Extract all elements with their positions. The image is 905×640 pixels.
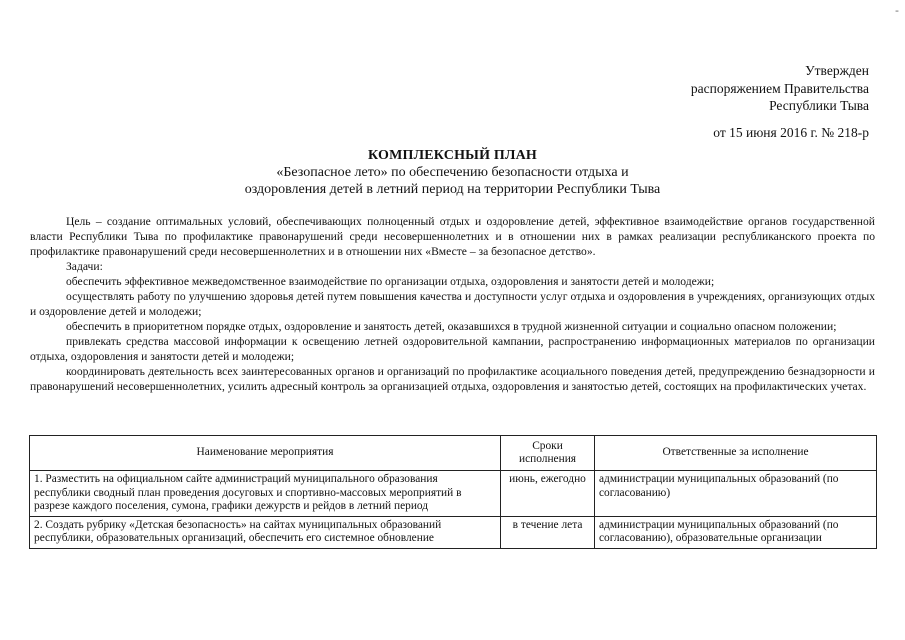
responsible-cell: администрации муниципальных образований (по согласованию) <box>595 471 877 517</box>
approval-line-2: распоряжением Правительства <box>690 80 869 96</box>
measure-name-cell: 2. Создать рубрику «Детская безопасность» на сайтах муниципальных образований республики, образовательных организаций, обеспечить его системное обновление <box>30 516 501 548</box>
corner-mark: - <box>895 4 899 17</box>
deadline-cell: июнь, ежегодно <box>501 471 595 517</box>
header-deadline: Сроки исполнения <box>501 436 595 471</box>
header-responsible: Ответственные за исполнение <box>595 436 877 471</box>
approval-line-3: Республики Тыва <box>769 98 869 113</box>
approval-block <box>691 62 869 141</box>
table-row <box>30 471 877 517</box>
approval-line-1: Утвержден <box>805 63 869 78</box>
tasks-heading: Задачи: <box>66 260 103 273</box>
task-item: привлекать средства массовой информации к освещению летней оздоровительной кампании, распространению информационных материалов по организации отдыха, оздоровления и занятости детей и молодежи; <box>30 335 875 363</box>
measures-table <box>29 435 877 549</box>
document-title-block <box>0 147 905 198</box>
task-item: обеспечить в приоритетном порядке отдых, оздоровление и занятость детей, оказавшихся в трудной жизненной ситуации и социально опасном положении; <box>66 320 837 333</box>
table-row <box>30 516 877 548</box>
task-item: координировать деятельность всех заинтересованных органов и организаций по профилактике асоциального поведения детей, предупреждению безнадзорности и правонарушений несовершеннолетних, усилить адресный контроль за организацией отдыха, оздоровления и занятостью детей, состоящих на профилактических учетах. <box>30 365 875 393</box>
deadline-cell: в течение лета <box>501 516 595 548</box>
approval-date: от 15 июня 2016 г. № 218-р <box>713 124 869 140</box>
document-subtitle-2: оздоровления детей в летний период на территории Республики Тыва <box>244 182 661 197</box>
document-title: КОМПЛЕКСНЫЙ ПЛАН <box>367 148 538 163</box>
document-body <box>30 214 875 394</box>
table-header-row <box>30 436 877 471</box>
measure-name-cell: 1. Разместить на официальном сайте администраций муниципального образования республики сводный план проведения досуговых и спортивно-массовых мероприятий в разрезе каждого поселения, сумона, графики дежурств и рейдов в летний период <box>30 471 501 517</box>
responsible-cell: администрации муниципальных образований (по согласованию), образовательные организации <box>595 516 877 548</box>
document-subtitle-1: «Безопасное лето» по обеспечению безопасности отдыха и <box>276 165 629 180</box>
task-item: осуществлять работу по улучшению здоровья детей путем повышения качества и доступности услуг отдыха и оздоровления в учреждениях, организующих отдых и оздоровление детей и молодежи; <box>30 290 875 318</box>
header-measure-name: Наименование мероприятия <box>30 436 501 471</box>
goal-paragraph: Цель – создание оптимальных условий, обеспечивающих полноценный отдых и оздоровление детей, эффективное взаимодействие органов государственной власти Республики Тыва по профилактике правонарушений среди несовершеннолетних и в отношении них в рамках реализации республиканского проекта по профилактике правонарушений среди несовершеннолетних и в отношении них «Вместе – за безопасное детство». <box>30 215 875 258</box>
task-item: обеспечить эффективное межведомственное взаимодействие по организации отдыха, оздоровления и занятости детей и молодежи; <box>66 275 715 288</box>
